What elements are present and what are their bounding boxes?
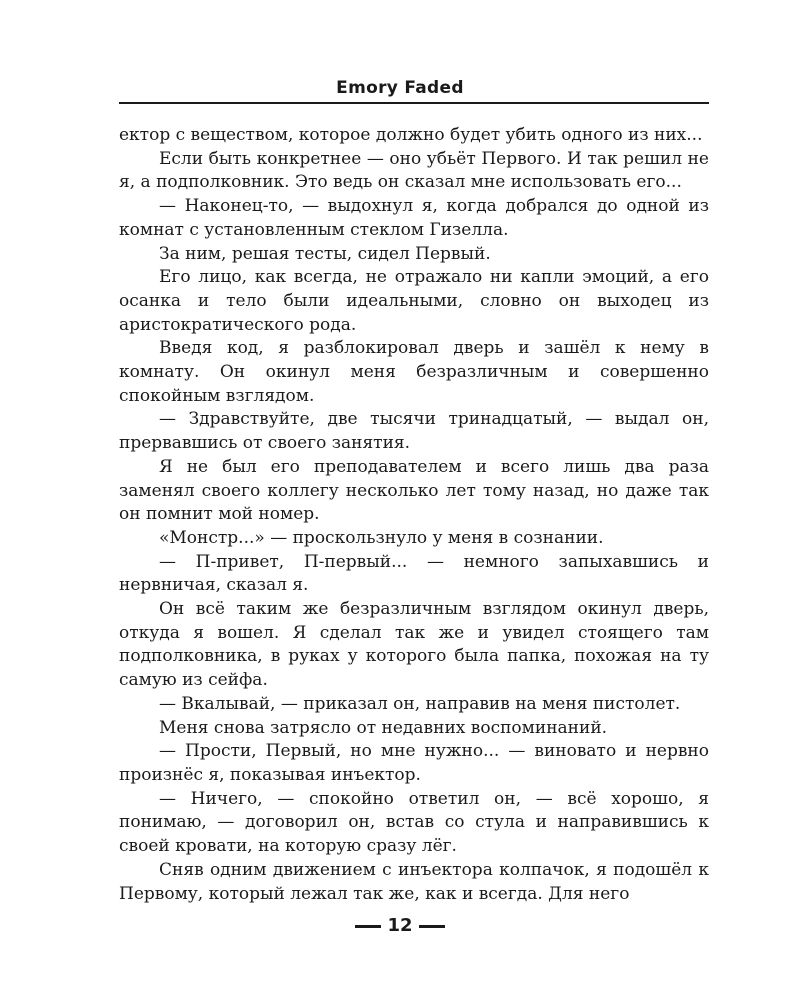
page-body <box>119 124 709 906</box>
paragraph: ектор с веществом, которое должно будет убить одного из них... <box>119 125 703 145</box>
paragraph: Он всё таким же безразличным взглядом окинул дверь, откуда я вошел. Я сделал так же и увидел стоящего там подполковника, в руках у которого была папка, похожая на ту самую из сейфа. <box>119 599 709 691</box>
paragraph: Я не был его преподавателем и всего лишь два раза заменял своего коллегу несколько лет тому назад, но даже так он помнит мой номер. <box>119 456 709 525</box>
paragraph: — Здравствуйте, две тысячи тринадцатый, — выдал он, прервавшись от своего занятия. <box>119 409 709 454</box>
paragraph: — Прости, Первый, но мне нужно... — виновато и нервно произнёс я, показывая инъектор. <box>119 741 709 785</box>
right-dash-decoration <box>419 925 445 928</box>
paragraph: Сняв одним движением с инъектора колпачок, я подошёл к Первому, который лежал так же, как и всегда. Для него <box>119 859 709 904</box>
page-number-footer <box>0 915 800 936</box>
left-dash-decoration <box>355 925 381 928</box>
paragraph: Введя код, я разблокировал дверь и зашёл к нему в комнату. Он окинул меня безразличным и совершенно спокойным взглядом. <box>119 338 709 406</box>
paragraph: Меня снова затрясло от недавних воспоминаний. <box>159 717 608 738</box>
running-header-title: Emory Faded <box>336 78 464 98</box>
paragraph: «Монстр...» — проскользнуло у меня в сознании. <box>159 527 604 548</box>
page-number: 12 <box>387 915 413 936</box>
paragraph: Если быть конкретнее — оно убьёт Первого. И так решил не я, а подполковник. Это ведь он сказал мне использовать его... <box>119 148 709 193</box>
paragraph: — П-привет, П-первый... — немного запыхавшись и нервничая, сказал я. <box>119 551 709 596</box>
paragraph: — Ничего, — спокойно ответил он, — всё хорошо, я понимаю, — договорил он, встав со стула и направившись к своей кровати, на которую сразу лёг. <box>119 788 709 857</box>
header-divider <box>119 102 709 104</box>
paragraph: Его лицо, как всегда, не отражало ни капли эмоций, а его осанка и тело были идеальными, словно он выходец из аристократического рода. <box>119 267 709 335</box>
paragraph: — Вкалывай, — приказал он, направив на меня пистолет. <box>159 693 681 714</box>
paragraph: За ним, решая тесты, сидел Первый. <box>159 243 491 264</box>
paragraph: — Наконец-то, — выдохнул я, когда добрался до одной из комнат с установленным стеклом Гизелла. <box>119 196 709 240</box>
